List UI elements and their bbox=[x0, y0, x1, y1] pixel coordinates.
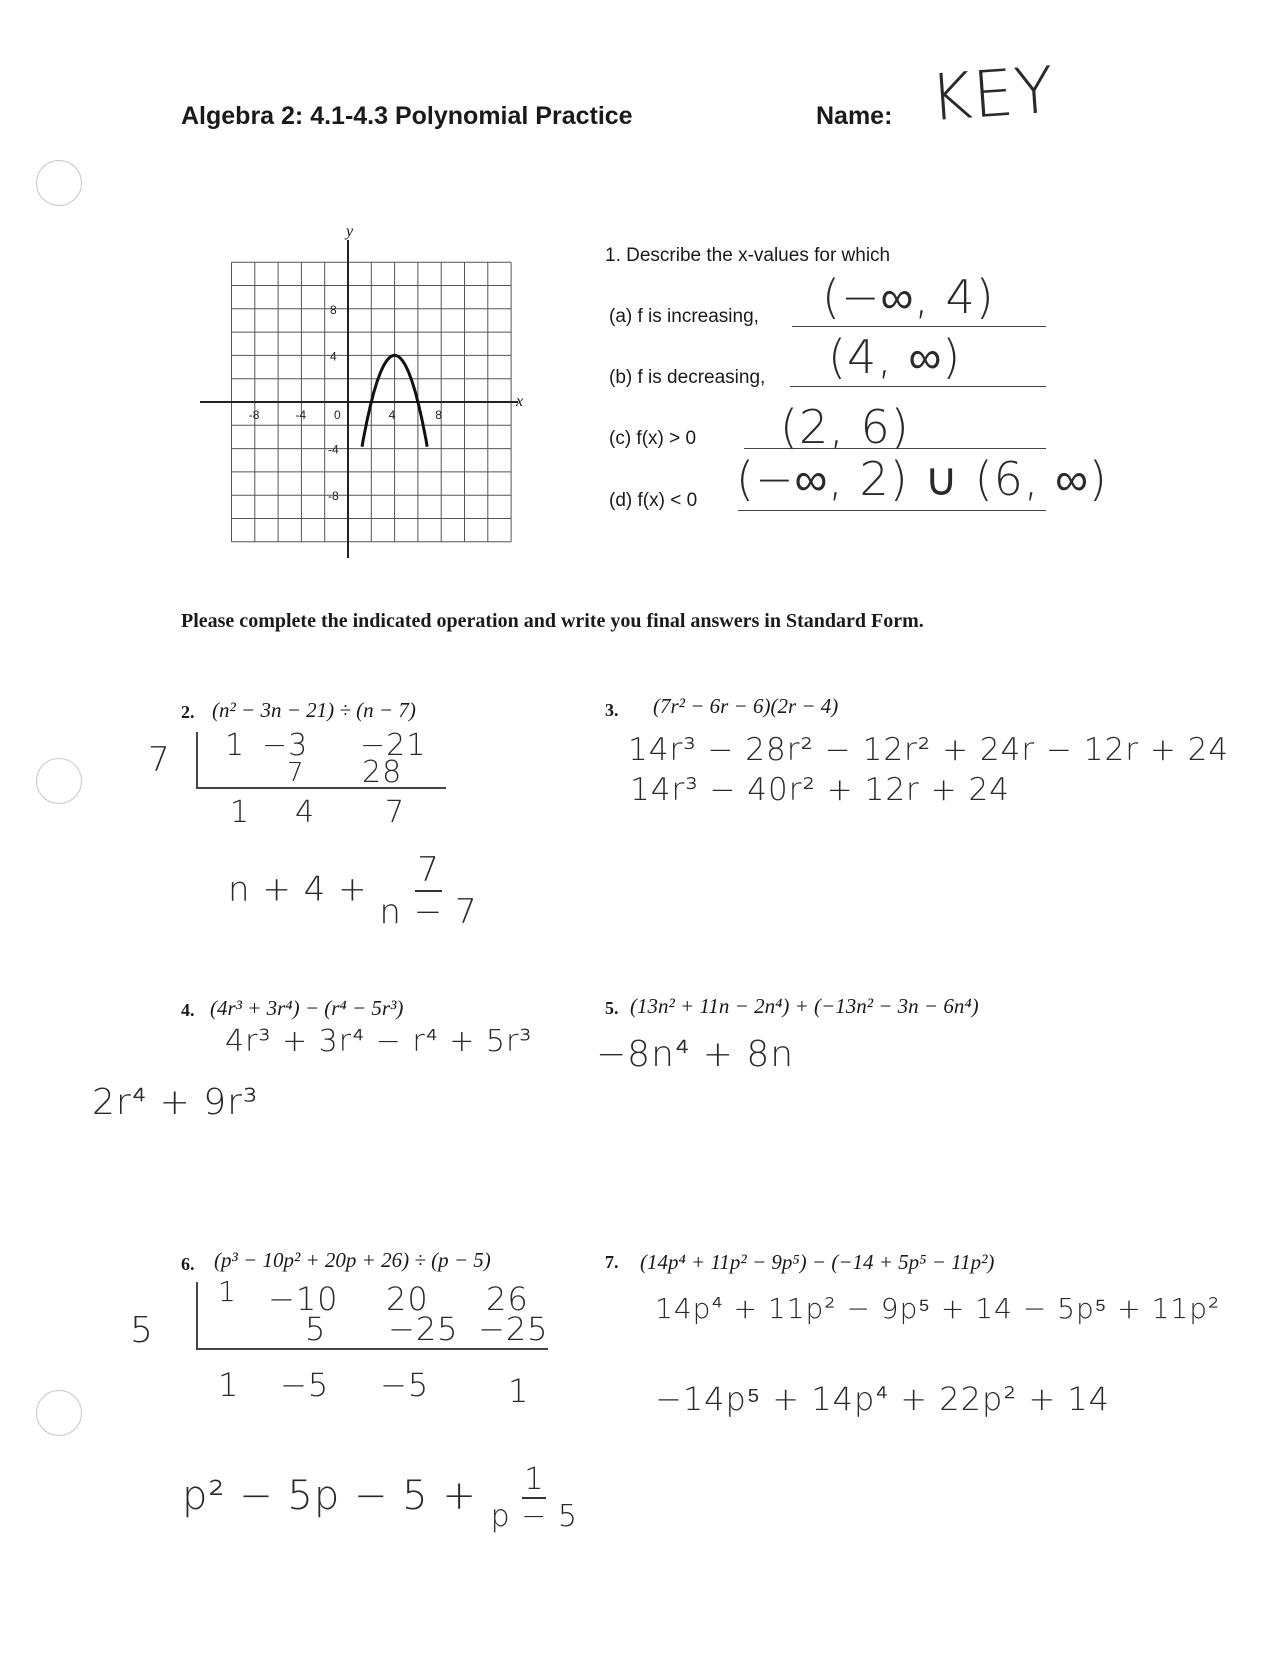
instructions: Please complete the indicated operation and write you final answers in Standard Form. bbox=[181, 610, 924, 632]
q6-division-bracket bbox=[196, 1282, 198, 1348]
q6-row1-c3: 20 bbox=[386, 1280, 429, 1318]
q6-answer bbox=[182, 1462, 578, 1534]
q1d-answer-line bbox=[738, 510, 1046, 511]
q4-problem: (4r³ + 3r⁴) − (r⁴ − 5r³) bbox=[210, 996, 404, 1020]
q6-row2-c3: −25 bbox=[388, 1310, 459, 1348]
q6-division-bar bbox=[196, 1348, 548, 1350]
tick-label: 0 bbox=[334, 408, 341, 422]
q2-row1-c3: −21 bbox=[360, 728, 427, 763]
q4-work-line1: 4r³ + 3r⁴ − r⁴ + 5r³ bbox=[225, 1024, 533, 1059]
q2-number: 2. bbox=[181, 702, 195, 722]
q7-number: 7. bbox=[605, 1252, 619, 1272]
q6-answer-lead: p² − 5p − 5 + bbox=[182, 1473, 477, 1519]
q5-answer: −8n⁴ + 8n bbox=[596, 1034, 795, 1075]
q2-problem: (n² − 3n − 21) ÷ (n − 7) bbox=[212, 698, 416, 722]
tick-label: 4 bbox=[388, 408, 396, 422]
q2-answer-lead: n + 4 + bbox=[228, 869, 368, 910]
q1c-label: (c) f(x) > 0 bbox=[609, 428, 697, 449]
binder-hole-bottom bbox=[36, 1390, 82, 1436]
q5-number: 5. bbox=[605, 998, 619, 1018]
q6-row3-c3: −5 bbox=[380, 1366, 430, 1404]
q2-row3-c1: 1 bbox=[230, 795, 251, 830]
q6-row1-c4: 26 bbox=[486, 1280, 529, 1318]
binder-hole-top bbox=[36, 160, 82, 206]
q6-row3-c4: 1 bbox=[508, 1372, 530, 1410]
q2-division-bracket bbox=[196, 732, 198, 787]
q4-answer: 2r⁴ + 9r³ bbox=[92, 1082, 259, 1123]
q1a-answer-line bbox=[792, 326, 1046, 327]
q6-row1-c2: −10 bbox=[268, 1280, 339, 1318]
q6-row2-c4: −25 bbox=[478, 1310, 549, 1348]
q1-prompt: 1. Describe the x-values for which bbox=[605, 245, 891, 266]
q3-problem: (7r² − 6r − 6)(2r − 4) bbox=[653, 694, 839, 718]
parabola-graph bbox=[198, 222, 538, 562]
q6-row3-c1: 1 bbox=[218, 1366, 240, 1404]
q1d-label: (d) f(x) < 0 bbox=[609, 490, 698, 511]
q1d-answer: (−∞, 2) ∪ (6, ∞) bbox=[736, 452, 1108, 506]
q2-answer bbox=[228, 850, 478, 932]
q2-answer-denominator: n − 7 bbox=[379, 892, 478, 932]
q6-answer-numerator: 1 bbox=[524, 1462, 545, 1497]
tick-label: 4 bbox=[330, 349, 337, 364]
q6-answer-fraction bbox=[491, 1462, 578, 1534]
name-label: Name: bbox=[816, 102, 893, 130]
q2-row1-c1: 1 bbox=[225, 728, 246, 763]
tick-label: 8 bbox=[330, 302, 337, 317]
q1b-answer: (4, ∞) bbox=[828, 330, 962, 384]
q6-number: 6. bbox=[181, 1254, 195, 1274]
tick-label: -4 bbox=[295, 408, 307, 422]
name-value: KEY bbox=[927, 53, 1057, 137]
q2-answer-fraction bbox=[379, 850, 477, 932]
q7-work-line1: 14p⁴ + 11p² − 9p⁵ + 14 − 5p⁵ + 11p² bbox=[655, 1292, 1221, 1325]
q3-work-line1: 14r³ − 28r² − 12r² + 24r − 12r + 24 bbox=[628, 732, 1230, 768]
q3-work-line2: 14r³ − 40r² + 12r + 24 bbox=[630, 772, 1010, 808]
q6-divisor: 5 bbox=[130, 1310, 154, 1351]
q6-answer-denominator: p − 5 bbox=[490, 1499, 578, 1534]
y-axis-label: y bbox=[346, 223, 354, 240]
q2-row3-c3: 7 bbox=[385, 795, 406, 830]
q2-row2-c3: 28 bbox=[362, 755, 403, 790]
q7-work-line2: −14p⁵ + 14p⁴ + 22p² + 14 bbox=[655, 1380, 1111, 1418]
tick-label: 8 bbox=[435, 408, 442, 422]
q5-problem: (13n² + 11n − 2n⁴) + (−13n² − 3n − 6n⁴) bbox=[630, 994, 979, 1018]
q2-row3-c2: 4 bbox=[295, 795, 316, 830]
q2-divisor: 7 bbox=[148, 740, 171, 780]
worksheet-title: Algebra 2: 4.1-4.3 Polynomial Practice bbox=[181, 102, 633, 130]
q7-problem: (14p⁴ + 11p² − 9p⁵) − (−14 + 5p⁵ − 11p²) bbox=[640, 1250, 995, 1274]
binder-hole-middle bbox=[36, 758, 82, 804]
q6-row2-c2: 5 bbox=[305, 1310, 327, 1348]
x-axis-label: x bbox=[516, 393, 524, 410]
q1b-answer-line bbox=[790, 386, 1046, 387]
q1c-answer: (2, 6) bbox=[780, 400, 910, 454]
q4-number: 4. bbox=[181, 1000, 195, 1020]
q6-row3-c2: −5 bbox=[280, 1366, 330, 1404]
graph-axes bbox=[200, 240, 518, 558]
q1a-answer: (−∞, 4) bbox=[822, 270, 995, 324]
tick-label: -8 bbox=[328, 489, 339, 504]
q2-row2-c2: 7 bbox=[287, 758, 305, 788]
q1b-label: (b) f is decreasing, bbox=[609, 367, 766, 388]
q3-number: 3. bbox=[605, 700, 619, 720]
tick-label: -8 bbox=[248, 408, 260, 422]
q1a-label: (a) f is increasing, bbox=[609, 306, 759, 327]
q2-row1-c2: −3 bbox=[262, 728, 309, 763]
q2-answer-numerator: 7 bbox=[417, 850, 440, 890]
tick-label: -4 bbox=[328, 442, 339, 457]
q6-row1-c1: 1 bbox=[218, 1275, 237, 1308]
q6-problem: (p³ − 10p² + 20p + 26) ÷ (p − 5) bbox=[214, 1248, 491, 1272]
q2-division-bar bbox=[196, 787, 446, 789]
